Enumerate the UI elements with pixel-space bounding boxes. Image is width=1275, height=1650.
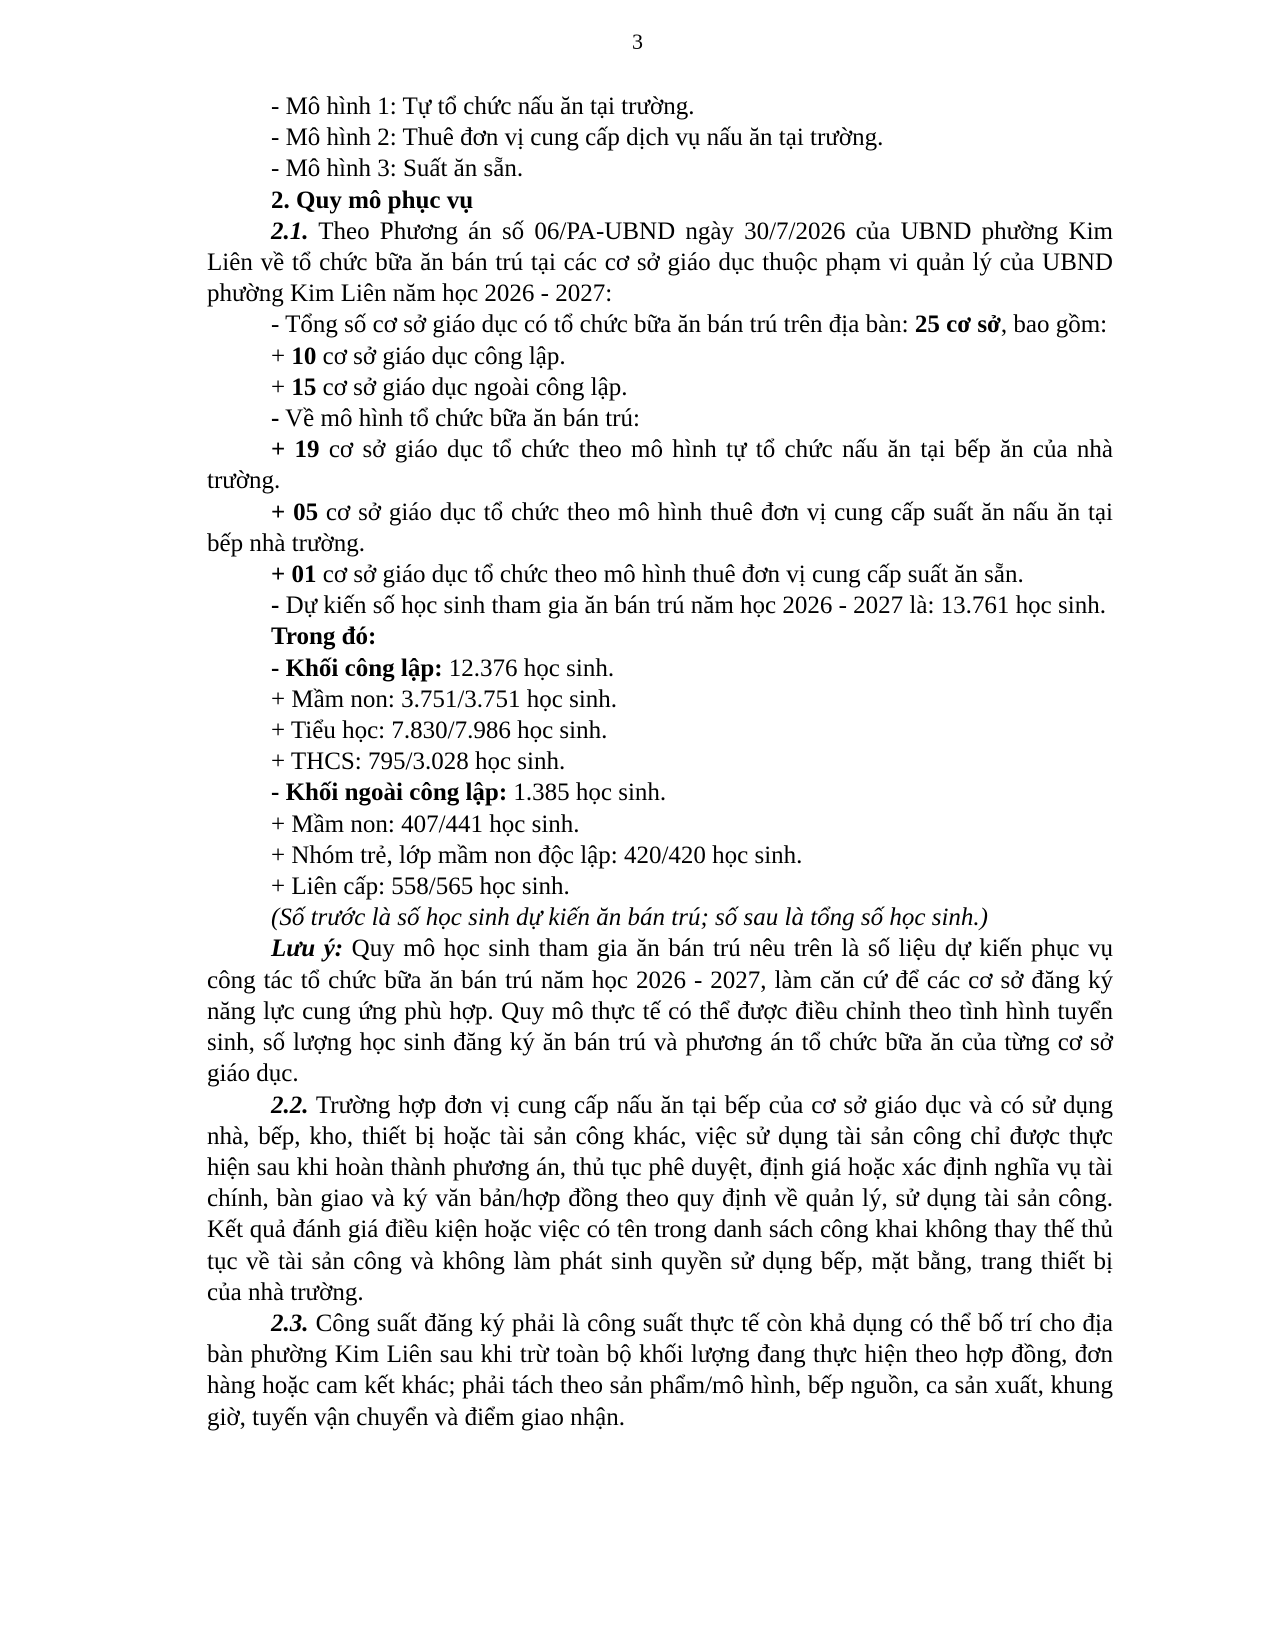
model-05-line: [207, 497, 1113, 559]
paragraph-2-3-number: 2.3.: [271, 1309, 309, 1337]
total-schools-line: [207, 309, 1113, 340]
luu-y-text: Quy mô học sinh tham gia ăn bán trú nêu trên là số liệu dự kiến phục vụ công tác tổ chức bữa ăn bán trú năm học 2026 - 2027, làm căn cứ để các cơ sở đăng ký năng lực cung ứng phù hợp. Quy mô thực tế có thể được điều chỉnh theo tình hình tuyển sinh, số lượng học sinh đăng ký ăn bán trú và phương án tổ chức bữa ăn của từng cơ sở giáo dục.: [207, 935, 1113, 1088]
public-secondary-line: + THCS: 795/3.028 học sinh.: [271, 748, 566, 776]
public-schools-line: [207, 341, 1113, 372]
model-3-line: - Mô hình 3: Suất ăn sẵn.: [271, 155, 524, 183]
document-body: [207, 91, 1113, 1433]
section-2-heading-text: 2. Quy mô phục vụ: [271, 186, 474, 214]
trong-do-line: [207, 621, 1113, 652]
paragraph-2-2-number: 2.2.: [271, 1091, 309, 1119]
total-schools-prefix: - Tổng số cơ sở giáo dục có tổ chức bữa ăn bán trú trên địa bàn:: [271, 311, 915, 339]
section-2-heading: [207, 185, 1113, 216]
paragraph-2-3: [207, 1308, 1113, 1433]
public-preschool-line: + Mầm non: 3.751/3.751 học sinh.: [271, 685, 618, 713]
private-schools-prefix: +: [271, 373, 292, 401]
model-19-line: [207, 434, 1113, 496]
private-schools-count: 15: [291, 373, 317, 401]
private-preschool-line: + Mầm non: 407/441 học sinh.: [271, 810, 580, 838]
model-2-line: - Mô hình 2: Thuê đơn vị cung cấp dịch vụ nấu ăn tại trường.: [271, 124, 884, 152]
public-block-label: - Khối công lập:: [271, 654, 443, 682]
paragraph-2-1: [207, 216, 1113, 310]
public-schools-text: cơ sở giáo dục công lập.: [316, 342, 566, 370]
trong-do-label: Trong đó:: [271, 623, 377, 651]
model-heading-dash: -: [271, 405, 280, 433]
public-block-line: [207, 653, 1113, 684]
model-01-count: + 01: [271, 561, 317, 589]
model-01-text: cơ sở giáo dục tổ chức theo mô hình thuê đơn vị cung cấp suất ăn sẵn.: [316, 561, 1024, 589]
private-multilevel-line: + Liên cấp: 558/565 học sinh.: [271, 873, 570, 901]
model-19-text: cơ sở giáo dục tổ chức theo mô hình tự tổ chức nấu ăn tại bếp ăn của nhà trường.: [207, 436, 1113, 495]
paragraph-2-3-text: Công suất đăng ký phải là công suất thực tế còn khả dụng có thể bố trí cho địa bàn phường Kim Liên sau khi trừ toàn bộ khối lượng đang thực hiện theo hợp đồng, đơn hàng hoặc cam kết khác; phải tách theo sản phẩm/mô hình, bếp nguồn, ca sản xuất, khung giờ, tuyến vận chuyển và điểm giao nhận.: [207, 1309, 1113, 1431]
note-parenthetical: [207, 902, 1113, 933]
model-1-line: - Mô hình 1: Tự tổ chức nấu ăn tại trường.: [271, 93, 695, 120]
total-schools-suffix: , bao gồm:: [1000, 311, 1108, 339]
note-parenthetical-text: (Số trước là số học sinh dự kiến ăn bán trú; số sau là tổng số học sinh.): [271, 904, 988, 932]
model-01-line: [207, 559, 1113, 590]
public-block-value: 12.376 học sinh.: [442, 654, 615, 682]
private-independent-groups-line: + Nhóm trẻ, lớp mầm non độc lập: 420/420 học sinh.: [271, 841, 803, 869]
private-block-value: 1.385 học sinh.: [507, 779, 667, 807]
paragraph-2-2: [207, 1090, 1113, 1308]
expected-students-line: [207, 590, 1113, 621]
total-schools-count: 25 cơ sở: [914, 311, 1001, 339]
expected-students-dash: -: [271, 592, 280, 620]
private-block-label: - Khối ngoài công lập:: [271, 779, 508, 807]
luu-y-paragraph: [207, 933, 1113, 1089]
public-schools-prefix: +: [271, 342, 292, 370]
model-05-count: + 05: [271, 498, 319, 526]
public-primary-line: + Tiểu học: 7.830/7.986 học sinh.: [271, 717, 608, 745]
paragraph-2-1-text: Theo Phương án số 06/PA-UBND ngày 30/7/2026 của UBND phường Kim Liên về tổ chức bữa ăn bán trú tại các cơ sở giáo dục thuộc phạm vi quản lý của UBND phường Kim Liên năm học 2026 - 2027:: [207, 217, 1113, 308]
paragraph-2-2-text: Trường hợp đơn vị cung cấp nấu ăn tại bếp của cơ sở giáo dục và có sử dụng nhà, bếp, kho, thiết bị hoặc tài sản công khác, việc sử dụng tài sản công chỉ được thực hiện sau khi hoàn thành phương án, thủ tục phê duyệt, định giá hoặc xác định nghĩa vụ tài chính, bàn giao và ký văn bản/hợp đồng theo quy định về quản lý, sử dụng tài sản công. Kết quả đánh giá điều kiện hoặc việc có tên trong danh sách công khai không thay thế thủ tục về tài sản công và không làm phát sinh quyền sử dụng bếp, mặt bằng, trang thiết bị của nhà trường.: [207, 1091, 1113, 1306]
model-19-count: + 19: [271, 436, 320, 464]
model-05-text: cơ sở giáo dục tổ chức theo mô hình thuê đơn vị cung cấp suất ăn nấu ăn tại bếp nhà trường.: [207, 498, 1114, 557]
private-schools-line: [207, 372, 1113, 403]
model-heading-text: Về mô hình tổ chức bữa ăn bán trú:: [279, 405, 640, 433]
private-block-line: [207, 777, 1113, 808]
paragraph-2-1-number: 2.1.: [271, 217, 309, 245]
public-schools-count: 10: [291, 342, 317, 370]
model-heading-line: [207, 403, 1113, 434]
expected-students-text: Dự kiến số học sinh tham gia ăn bán trú năm học 2026 - 2027 là: 13.761 học sinh.: [279, 592, 1106, 620]
private-schools-text: cơ sở giáo dục ngoài công lập.: [316, 373, 628, 401]
page-number: 3: [632, 29, 643, 54]
luu-y-label: Lưu ý:: [271, 935, 344, 963]
